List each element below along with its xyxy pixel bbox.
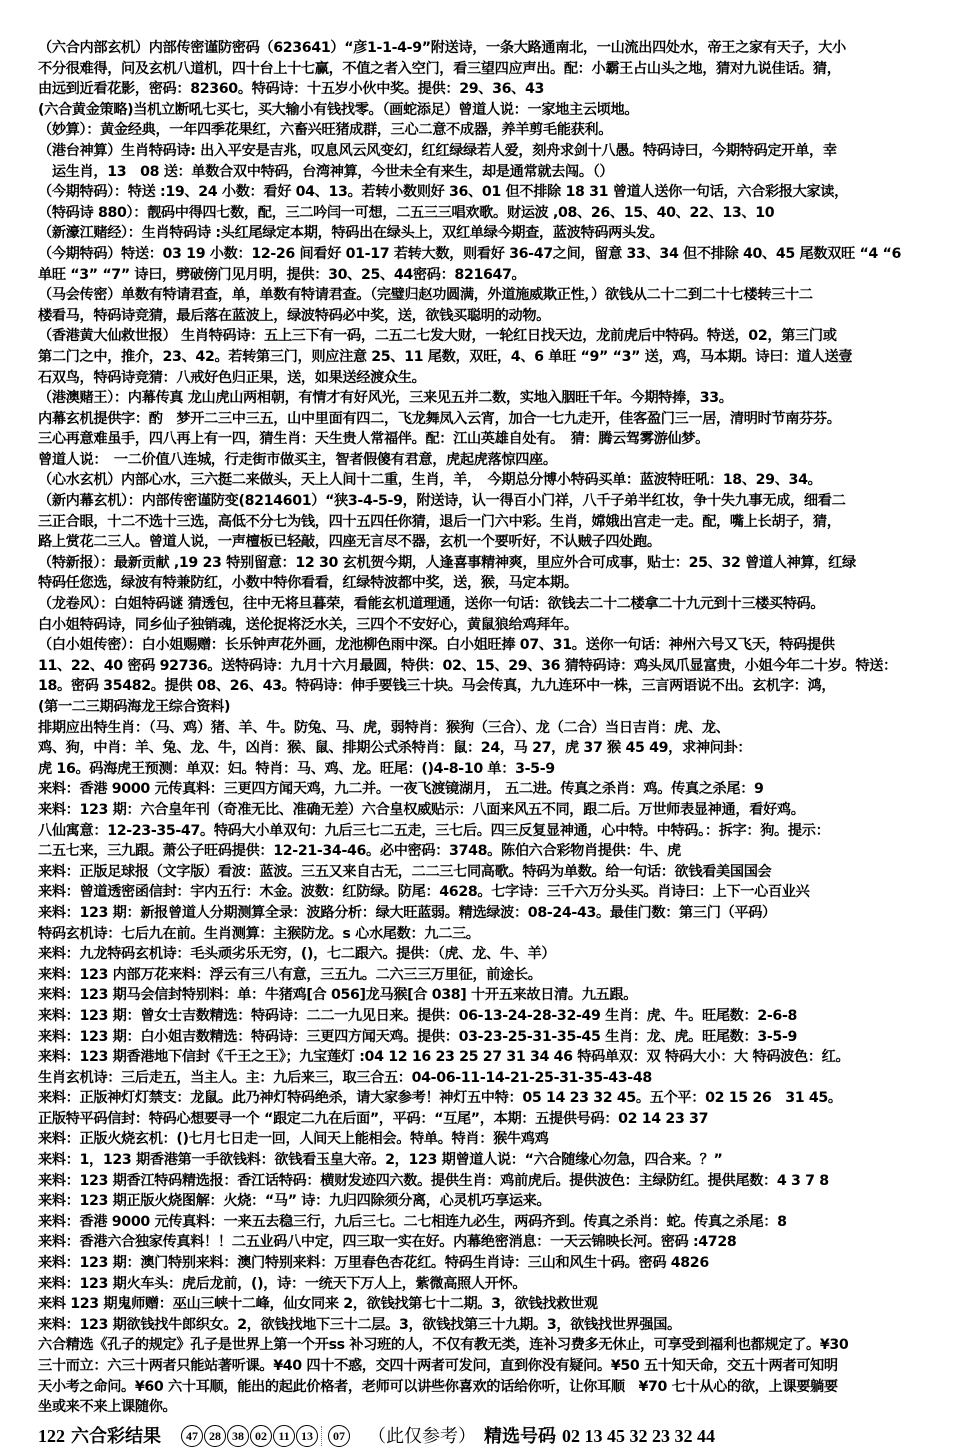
text-line: 正版特平码信封：特码心想要寻一个 “跟定二九在后面”，平码：“互尾”，本期：五提供号码：02 14 23 37 — [38, 1110, 709, 1127]
special-number-separator — [321, 1426, 325, 1446]
text-line: 11、22、40 密码 92736。送特码诗：九月十六月最圆，特供：02、15、29、36 猜特码诗：鸡头凤爪显富贵，小姐今年二十岁。特送： — [38, 657, 897, 674]
text-line: 来料：123 期欲钱找牛郎织女。2，欲钱找地下三十二层。3，欲钱找第三十九期。3，欲钱找世界强国。 — [38, 1316, 681, 1333]
text-line: 来料：123 期火车头：虎后龙前，()，诗：一统天下万人上，紫微高照人开怀。 — [38, 1275, 527, 1292]
text-line: （今期特码）特送：03 19 小数：12-26 间看好 01-17 若转大数，则看好 36-47之间，留意 33、34 但不排除 40、45 尾数双旺 “4 “6 — [38, 245, 902, 262]
text-line: 八仙寓意：12-23-35-47。特码大小单双句：九后三七二五走，三七后。四三反复显神通，心中特。中特码。：拆字：狗。提示： — [38, 822, 830, 839]
text-line: 楼看马，特码诗竞猜，最后落在蓝波上，绿波特码必中奖，送，欲钱买聪明的动物。 — [38, 307, 550, 324]
text-line: 来料：123 期香港地下信封《千王之王》；九宝莲灯 :04 12 16 23 25 27 31 34 46 特码单双：双 特码大小：大 特码波色：红。 — [38, 1049, 850, 1066]
text-line: 来料：正版足球报（文字版）看波：蓝波。三五又来自古无，二二三七同高歌。特码为单数。给一句话：欲钱看美国国会 — [38, 863, 772, 880]
text-line: 18。密码 35482。提供 08、26、43。特码诗：伸手要钱三十块。马会传真，九九连环中一株，三言两语说不出。玄机字：鸿， — [38, 678, 836, 695]
text-line: 鸡、狗，中肖：羊、兔、龙、牛，凶肖：猴、鼠、排期公式杀特肖：鼠：24，马 27，虎 37 猴 45 49，求神问卦： — [38, 740, 752, 757]
text-line: 三心再意难虽手，四八再上有一四，猜生肖：天生贵人常福伴。配：江山英雄自处有。 猜：腾云驾雾游仙梦。 — [38, 431, 709, 448]
text-line: 虎 16。码海虎王预测：单双：妇。特肖：马、鸡、龙。旺尾：()4-8-10 单：3-5-9 — [38, 760, 555, 777]
text-line: 来料：正版火烧玄机：()七月七日走一回，人间天上能相会。特单。特肖：猴牛鸡鸡 — [38, 1131, 549, 1148]
text-line: 坐或来不来上课随你。 — [38, 1399, 177, 1416]
result-ball: 28 — [204, 1425, 226, 1447]
text-line: 曾道人说： 一二价值八连城，行走街市做买主，智者假傻有君意，虎起虎落惊四座。 — [38, 451, 557, 468]
text-line: （妙算）：黄金经典，一年四季花果红，六畜兴旺猪成群，三心二意不成器，养羊剪毛能获利。 — [38, 122, 613, 139]
text-line: （白小姐传密）：白小姐赐赠：长乐钟声花外画，龙池柳色雨中深。白小姐旺捧 07、31。送你一句话：神州六号又飞天，特码提供 — [38, 637, 835, 654]
text-line: 路上赏花二三人。曾道人说，一声檀板已轻敲，四座无言尽不器，玄机一个要听好，不认贼子四处跑。 — [38, 534, 661, 551]
text-line: 天小考之命问。¥60 六十耳顺，能出的起此价格者，老师可以讲些你喜欢的话给你听，让你耳顺 ¥70 七十从心的欲，上课要躺要 — [38, 1378, 838, 1395]
text-line: 内幕玄机提供字：酌 梦开二三中三五，山中里面有四二，飞龙舞凤入云宵，加合一七九走开，佳客盈门三一居，清明时节南芬芬。 — [38, 410, 841, 427]
picks-numbers: 02 13 45 32 23 32 44 — [562, 1425, 715, 1446]
text-body — [38, 38, 918, 1418]
text-line: 来料：123 期：新报曾道人分期测算全录：波路分析：绿大旺蓝弱。精选绿波：08-24-43。最佳门数：第三门（平码） — [38, 904, 776, 921]
result-note: （此仅参考） — [368, 1425, 476, 1446]
text-line: 特码玄机诗：七后九在前。生肖测算：主猴防龙。s 心水尾数：九二三。 — [38, 925, 480, 942]
text-line: 来料：123 期：曾女士吉数精选：特码诗：二二一九见日来。提供：06-13-24-28-32-49 生肖：虎、牛。旺尾数：2-6-8 — [38, 1007, 798, 1024]
result-ball: 13 — [296, 1425, 318, 1447]
text-line: 来料：九龙特码玄机诗：毛头顽劣乐无穷，()，七二跟六。提供：（虎、龙、牛、羊） — [38, 946, 556, 963]
text-line: (六合黄金策略)当机立断吼七买七，买大输小有钱找零。（画蛇添足）曾道人说：一家地主云顷地。 — [38, 101, 639, 118]
text-line: 石双鸟，特码诗竞猜：八戒好色归正果，送，如果送经渡众生。 — [38, 369, 426, 386]
text-line: （特新报）：最新贡献 ,19 23 特别留意：12 30 玄机贺今期，人逢喜事精神爽，里应外合可成事，贴士：25、32 曾道人神算，红绿 — [38, 554, 856, 571]
result-ball: 47 — [181, 1425, 203, 1447]
text-line: 排期应出特生肖：（马、鸡）猪、羊、牛。防兔、马、虎，弱特肖：猴狗（三合）、龙（二合）当日吉肖：虎、龙、 — [38, 719, 730, 736]
text-line: （龙卷风）：白姐特码谜 猜透包，往中无将旦暮荣，看能玄机道理通，送你一句话：欲钱去二十二楼拿二十九元到十三楼买特码。 — [38, 596, 825, 613]
text-line: 运生肖，13 08 送：单数合双中特码，台湾神算，今世未全有来生，却是通常就去闯。（） — [38, 163, 614, 180]
document-page — [38, 38, 918, 1449]
result-ball: 11 — [273, 1425, 295, 1447]
text-line: 来料：香港六合独家传真料！！二五业码八中定，四三取一实在好。内幕绝密消息：一天云锦映长河。密码 :4728 — [38, 1234, 737, 1251]
result-ball: 38 — [227, 1425, 249, 1447]
text-line: 不分很难得，问及玄机八道机，四十台上十七赢，不值之者入空门，看三望四应声出。配：小霸王占山头之地，猜对九说佳话。猜， — [38, 60, 841, 77]
text-line: 三正合眼，十二不选十三选，高低不分七为钱，四十五四任你猜，退后一门六中彩。生肖，嫦娥出宫走一走。配，嘴上长胡子，猜， — [38, 513, 841, 530]
text-line: （新内幕玄机）：内部传密谨防变(8214601）“狭3-4-5-9，附送诗，认一得百小门祥，八千子弟半红妆，争十失九事无成，细看二 — [38, 493, 846, 510]
text-line: 特码任您选，绿波有特兼防红，小数中特你看看，红绿特波都中奖，送，猴，马定本期。 — [38, 575, 578, 592]
text-line: 来料 123 期鬼师赠：巫山三峡十二峰，仙女同来 2，欲钱找第七十二期。3，欲钱找救世观 — [38, 1296, 598, 1313]
lottery-result-row — [38, 1423, 918, 1449]
text-line: 单旺 “3” “7” 诗曰，劈破傍门见月明，提供：30、25、44密码：821647。 — [38, 266, 526, 283]
result-period: 122 — [38, 1425, 65, 1446]
text-line: (第一二三期码海龙王综合资料) — [38, 699, 231, 715]
text-line: （香港黄大仙救世报） 生肖特码诗：五上三下有一码，二五二七发大财，一轮红日找天边，龙前虎后中特码。特送，02，第三门或 — [38, 328, 837, 345]
text-line: （今期特码）：特送 :19、24 小数：看好 04、13。若转小数则好 36、01 但不排除 18 31 曾道人送你一句话，六合彩报大家读， — [38, 184, 848, 201]
text-line: 白小姐特码诗，同乡仙子独销魂，送伦捉将泛水关，三四个不安好心，黄鼠狼给鸡拜年。 — [38, 616, 578, 633]
text-line: 来料：123 期香江特码精选报：香江话特码：横财发迹四六数。提供生肖：鸡前虎后。提供波色：主绿防红。提供尾数：4 3 7 8 — [38, 1172, 829, 1189]
result-ball: 02 — [250, 1425, 272, 1447]
text-line: （心水玄机）内部心水，三六挺二来做头，天上人间十二重，生肖，羊， 今期总分博小特码买单：蓝波特旺吼：18、29、34。 — [38, 472, 822, 489]
special-ball: 07 — [328, 1425, 350, 1447]
text-line: 来料：曾道透密函信封：宇内五行：木金。波数：红防绿。防尾：4628。七字诗：三千六万分头买。肖诗曰：上下一心百业兴 — [38, 884, 810, 901]
text-line: 来料：123 期马会信封特别料：单：牛猪鸡[合 056]龙马猴[合 038] 十开五来故日清。九五跟。 — [38, 987, 638, 1004]
text-line: （新濠江赌经）：生肖特码诗 :头红尾绿定本期，特码出在绿头上，双红单绿今期查，蓝波特码两头发。 — [38, 225, 664, 242]
text-line: 来料：123 期正版火烧图解：火烧：“马” 诗：九归四除须分离，心灵机巧享运来。 — [38, 1193, 551, 1210]
text-line: （马会传密）单数有特请君查，单，单数有特请君查。（完璧归赵功圆满，外道施威欺正性，）欲钱从二十二到二十七楼转三十二 — [38, 287, 813, 304]
text-line: 来料：1，123 期香港第一手欲钱料：欲钱看玉皇大帝。2，123 期曾道人说：“六合随缘心勿急，四合来。？” — [38, 1152, 723, 1169]
result-label: 六合彩结果 — [71, 1425, 161, 1446]
text-line: （六合内部玄机）内部传密谨防密码（623641）“彦1-1-4-9”附送诗，一条大路通南北，一山流出四处水，帝王之家有天子，大小 — [38, 40, 846, 56]
text-line: 二五七来，三九跟。萧公子旺码提供：12-21-34-46。必中密码：3748。陈伯六合彩物肖提供：牛、虎 — [38, 843, 681, 860]
text-line: （港台神算）生肖特码诗: 出入平安是吉兆，叹息风云风变幻，红红绿绿若人爱，刻舟求剑十八愚。特码诗曰，今期特码定开单，幸 — [38, 142, 837, 159]
text-line: 生肖玄机诗：三后走五，当主人。主：九后来三，取三合五：04-06-11-14-21-25-31-35-43-48 — [38, 1069, 652, 1086]
text-line: 来料：香港 9000 元传真料：三更四方闻天鸡，九二并。一夜飞渡镜湖月， 五二进。传真之杀肖：鸡。传真之杀尾：9 — [38, 781, 764, 798]
text-line: 来料：123 内部万花来料：浮云有三八有意，三五九。二六三三万里征，前途长。 — [38, 966, 542, 983]
text-line: （港澳赌王）：内幕传真 龙山虎山两相朝，有情才有好风光，三来见五并二数，实地入胭旺千年。今期特捧，33。 — [38, 390, 733, 407]
text-line: 来料：正版神灯灯禁支：龙鼠。此乃神灯特码绝杀，请大家参考！神灯五中特：05 14 23 32 45。五个平：02 15 26 31 45。 — [38, 1090, 842, 1107]
text-line: 三十而立：六三十两者只能站著听课。¥40 四十不惑，交四十两者可发问，直到你没有疑问。¥50 五十知天命，交五十两者可知明 — [38, 1358, 838, 1374]
text-line: 来料：123 期：澳门特别来料：澳门特别来料：万里春色杏花红。特码生肖诗：三山和风生十码。密码 4826 — [38, 1255, 709, 1272]
text-line: 来料：123 期：白小姐吉数精选：特码诗：三更四方闻天鸡。提供：03-23-25-31-35-45 生肖：龙、虎。旺尾数：3-5-9 — [38, 1028, 798, 1045]
text-line: 来料：香港 9000 元传真料：一来五去稳三行，九后三七。二七相连九必生，两码齐到。传真之杀肖：蛇。传真之杀尾：8 — [38, 1213, 787, 1230]
result-balls — [181, 1425, 350, 1447]
text-line: 第二门之中，推介，23、42。若转第三门，则应注意 25、11 尾数，双旺，4、6 单旺 “9” “3” 送，鸡，马本期。诗曰：道人送壹 — [38, 348, 853, 365]
text-line: 来料：123 期：六合皇年刊（奇准无比、准确无差）六合皇权威贴示：八面来风五不同，跟二后。万世师表显神通，看好鸡。 — [38, 801, 805, 818]
picks-label: 精选号码 — [484, 1425, 556, 1446]
text-line: （特码诗 880）：靓码中得四七数，配，三二吟闫一可想，二五三三唱欢歌。财运波 ,08、26、15、40、22、13、10 — [38, 204, 775, 221]
text-line: 六合精选《孔子的规定》孔子是世界上第一个开ss 补习班的人，不仅有教无类，连补习费多无休止，可享受到福利也都规定了。¥30 — [38, 1337, 849, 1354]
text-line: 由远到近看花影，密码：82360。特码诗：十五岁小伙中奖。提供：29、36、43 — [38, 81, 545, 98]
